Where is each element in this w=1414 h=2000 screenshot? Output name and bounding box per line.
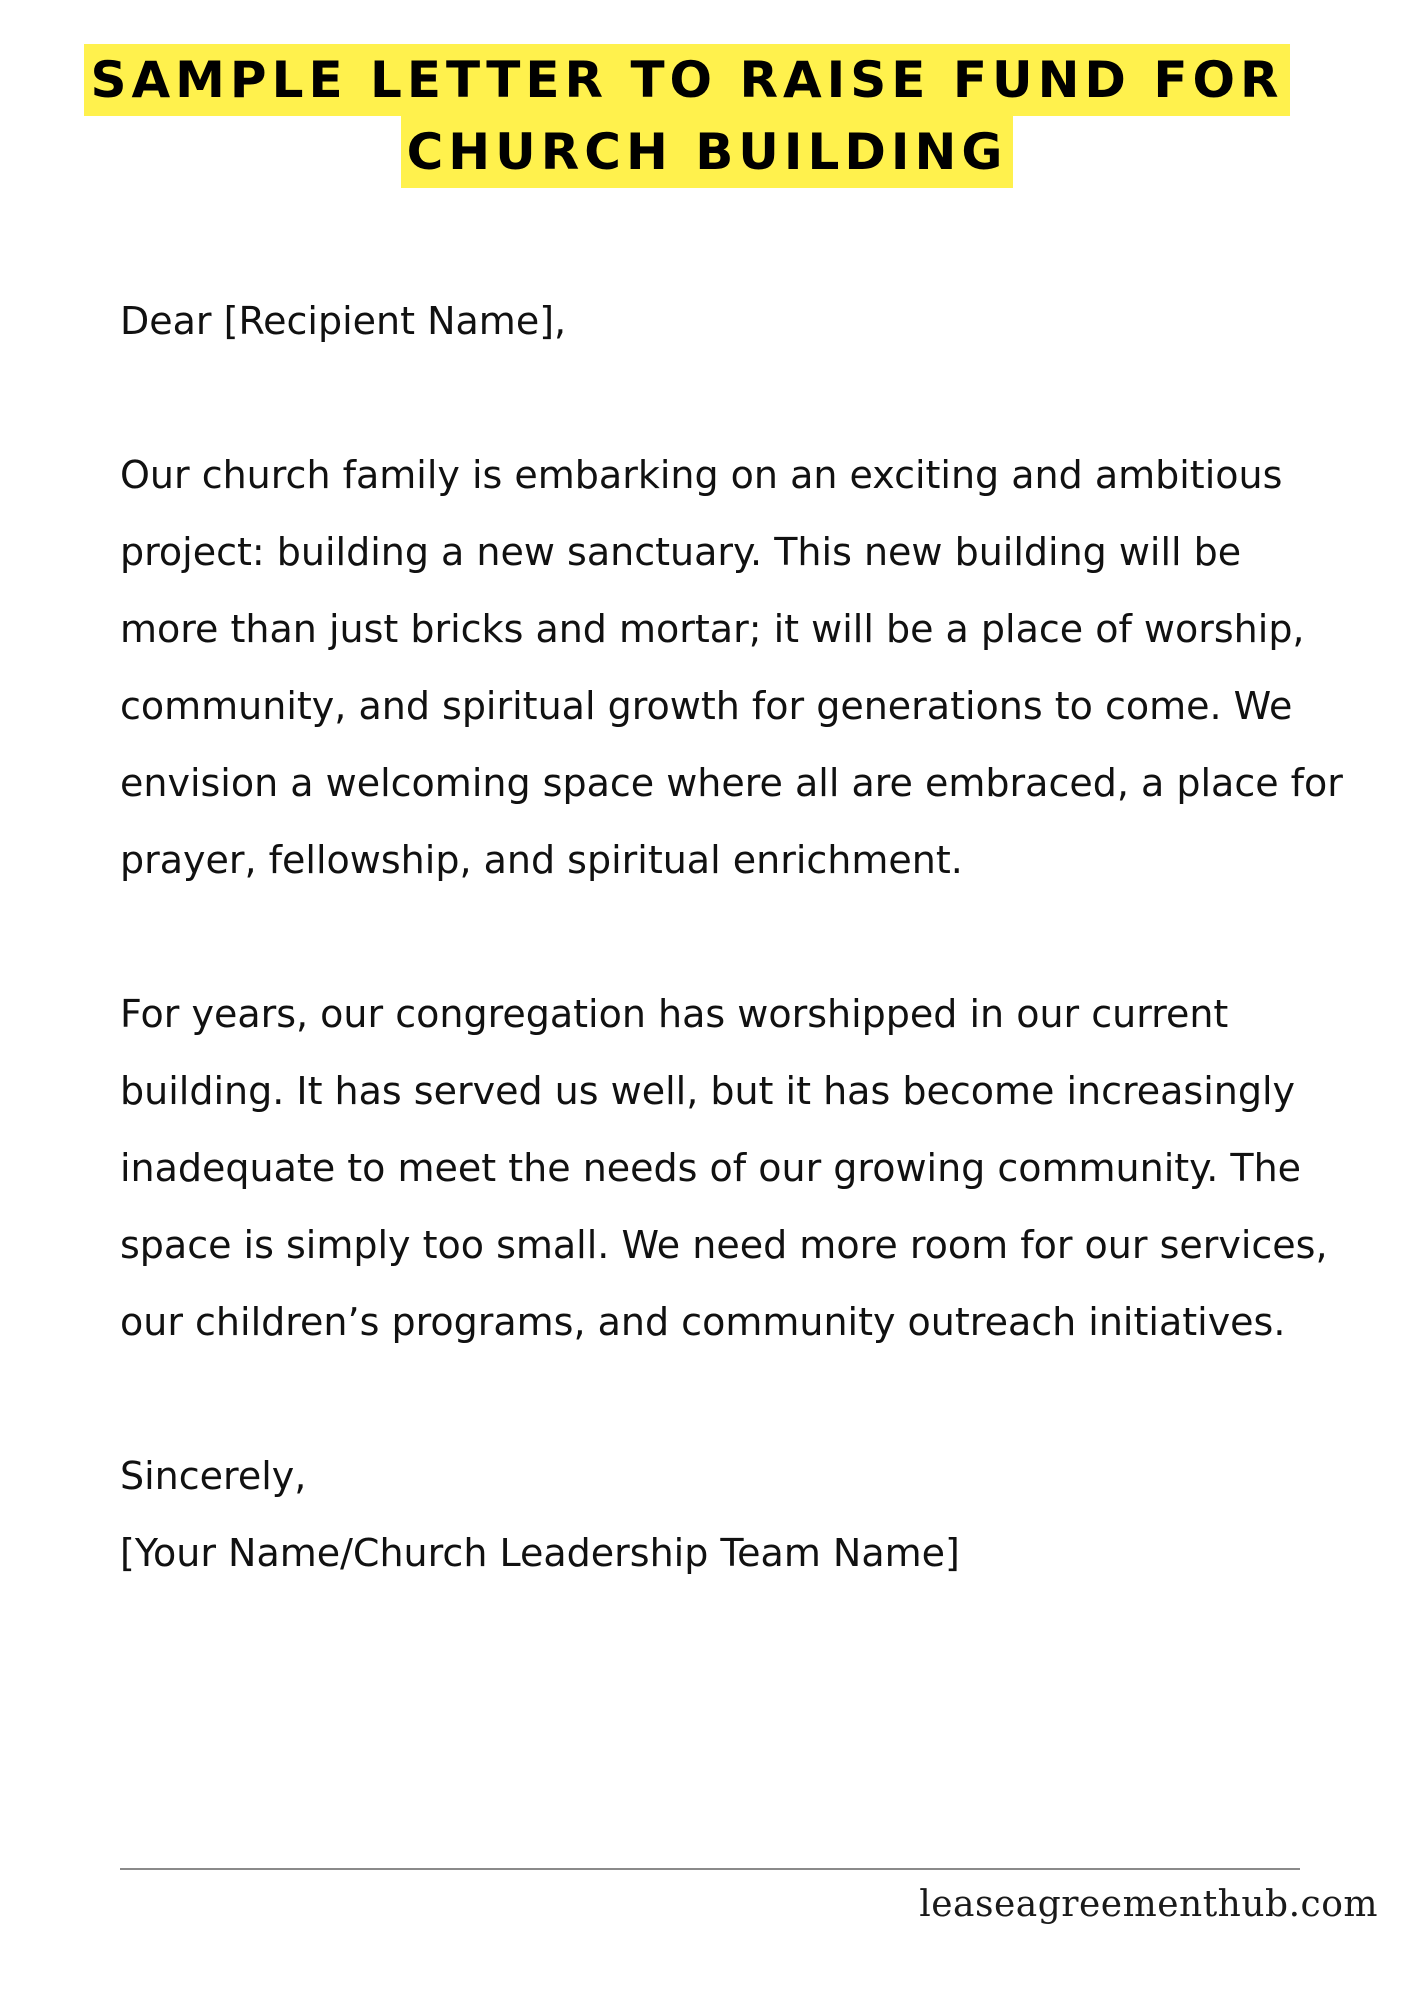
page-title bbox=[0, 44, 1414, 188]
closing: Sincerely, bbox=[120, 1454, 307, 1498]
letter-body bbox=[120, 283, 1350, 1592]
paragraph-2: For years, our congregation has worshipped in our current building. It has served us well, but it has become increasingly inadequate to meet the needs of our growing community. The space is simply too small. We need more room for our services, our children’s programs, and community outreach initiatives. bbox=[120, 992, 1328, 1344]
title-line-2: CHURCH BUILDING bbox=[401, 116, 1014, 188]
paragraph-1: Our church family is embarking on an exciting and ambitious project: building a new sanctuary. This new building will be more than just bricks and mortar; it will be a place of worship, community, and spiritual growth for generations to come. We envision a welcoming space where all are embraced, a place for prayer, fellowship, and spiritual enrichment. bbox=[120, 453, 1343, 882]
salutation: Dear [Recipient Name], bbox=[120, 299, 567, 343]
title-line-1: SAMPLE LETTER TO RAISE FUND FOR bbox=[84, 44, 1289, 116]
footer-divider bbox=[120, 1868, 1300, 1870]
signature: [Your Name/Church Leadership Team Name] bbox=[120, 1531, 960, 1575]
footer-website: leaseagreementhub.com bbox=[919, 1884, 1378, 1925]
